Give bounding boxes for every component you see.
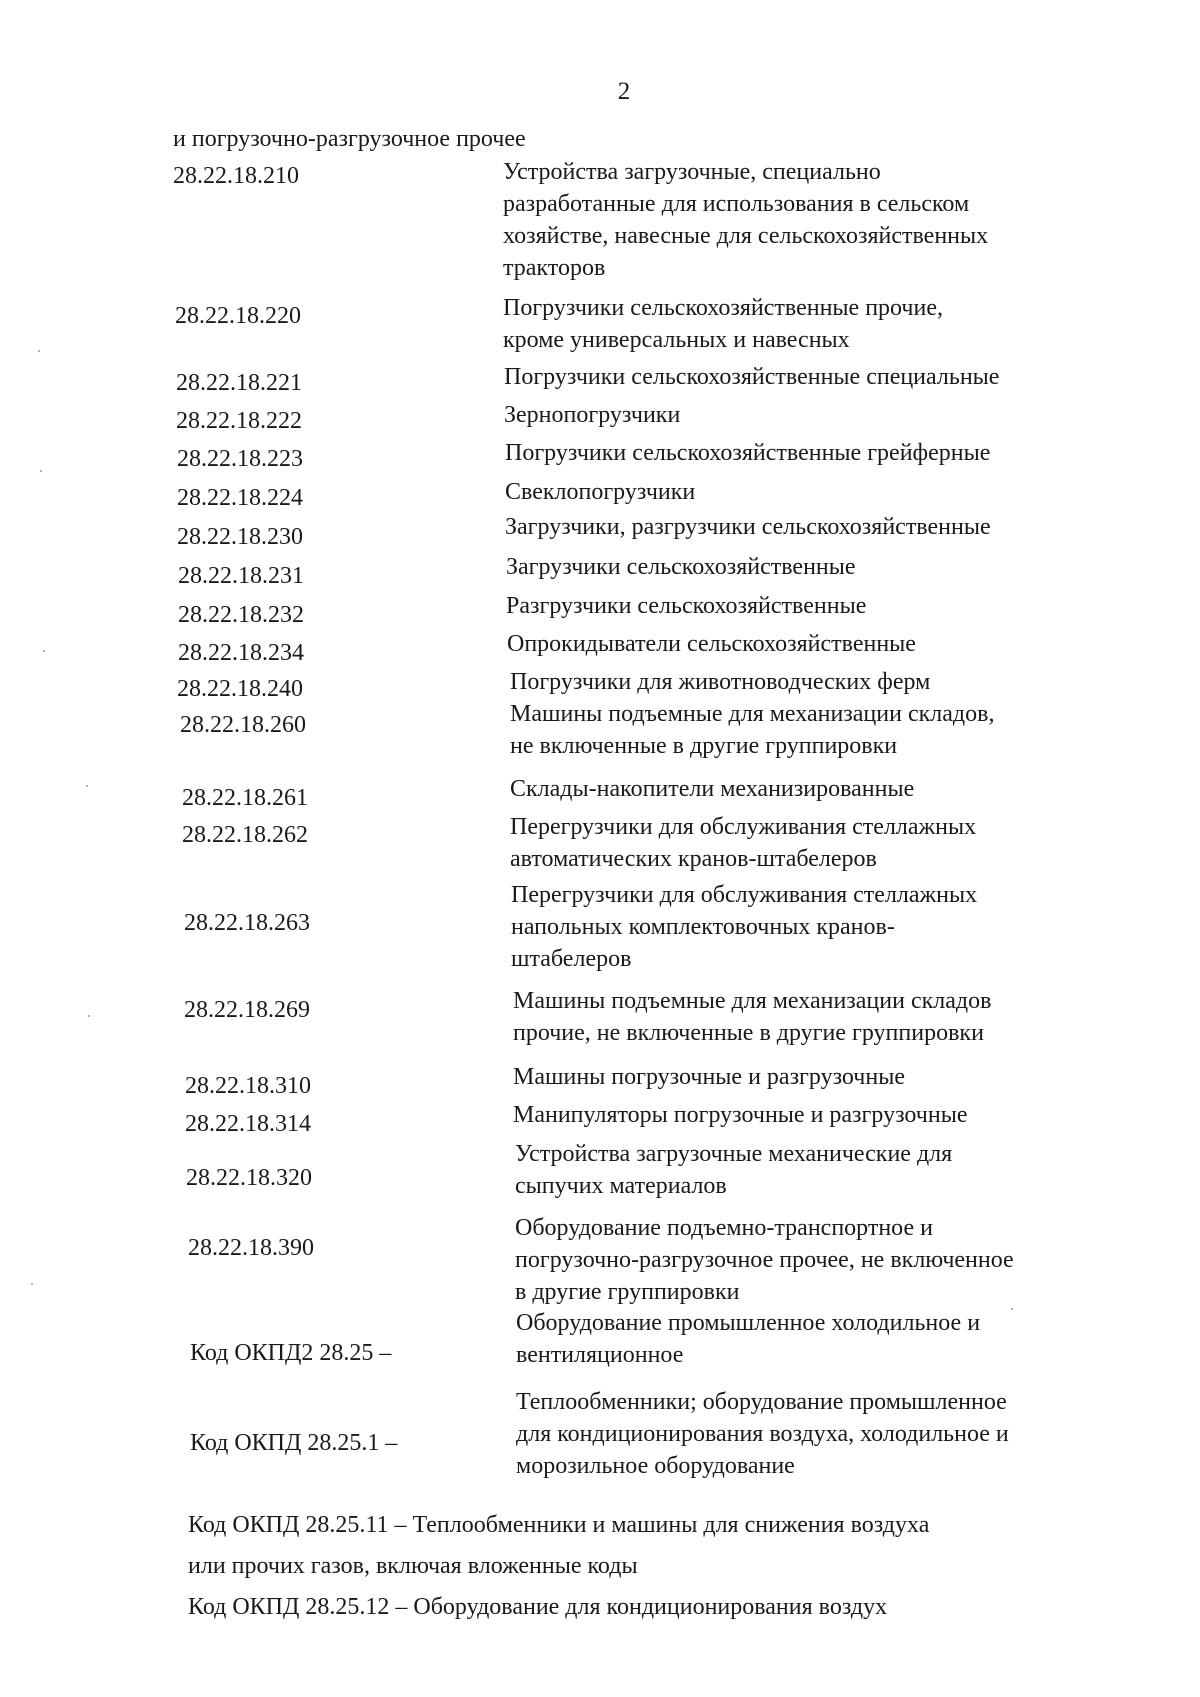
code-description	[507, 628, 1127, 660]
description-line: погрузочно-разгрузочное прочее, не включенное	[515, 1247, 1014, 1273]
okpd-code: 28.22.18.310	[185, 1073, 311, 1099]
code-description	[513, 1099, 1133, 1131]
okpd-code: 28.22.18.230	[177, 524, 303, 550]
scan-speck	[88, 1015, 90, 1017]
code-description	[504, 361, 1124, 393]
scan-speck	[86, 785, 88, 787]
scan-speck	[1011, 1308, 1013, 1310]
code-description	[516, 1307, 1136, 1371]
code-description	[515, 1212, 1135, 1308]
scan-speck	[31, 1283, 33, 1285]
description-line: Перегрузчики для обслуживания стеллажных	[511, 882, 978, 908]
description-line: Погрузчики сельскохозяйственные прочие,	[503, 295, 943, 321]
okpd-code: 28.22.18.240	[177, 676, 303, 702]
description-line: Манипуляторы погрузочные и разгрузочные	[513, 1102, 968, 1128]
description-line: Зернопогрузчики	[504, 402, 681, 428]
code-description	[504, 399, 1124, 431]
okpd-code: 28.22.18.314	[185, 1111, 311, 1137]
scan-speck	[40, 470, 42, 472]
description-line: в другие группировки	[515, 1279, 740, 1305]
description-line: Загрузчики сельскохозяйственные	[506, 554, 856, 580]
code-description	[506, 590, 1126, 622]
paragraph-line: или прочих газов, включая вложенные коды	[188, 1553, 638, 1579]
description-line: Перегрузчики для обслуживания стеллажных	[510, 814, 977, 840]
description-line: прочие, не включенные в другие группировки	[513, 1020, 984, 1046]
description-line: Оборудование подъемно-транспортное и	[515, 1215, 933, 1241]
code-description	[513, 1061, 1133, 1093]
description-line: разработанные для использования в сельском	[503, 191, 970, 217]
okpd-code: 28.22.18.261	[182, 785, 308, 811]
description-line: Устройства загрузочные механические для	[515, 1141, 953, 1167]
description-line: для кондиционирования воздуха, холодильное и	[516, 1421, 1009, 1447]
description-line: хозяйстве, навесные для сельскохозяйственных	[503, 223, 989, 249]
okpd-code: 28.22.18.220	[175, 303, 301, 329]
description-line: напольных комплектовочных кранов-	[511, 914, 895, 940]
page-number: 2	[617, 78, 631, 105]
description-line: Погрузчики сельскохозяйственные специальные	[504, 364, 1000, 390]
code-description	[503, 292, 1123, 356]
description-line: Загрузчики, разгрузчики сельскохозяйственные	[505, 514, 991, 540]
description-line: не включенные в другие группировки	[510, 733, 898, 759]
description-line: автоматических кранов-штабелеров	[510, 846, 877, 872]
description-line: Устройства загрузочные, специально	[503, 159, 881, 185]
okpd-code: 28.22.18.320	[186, 1165, 312, 1191]
description-line: Погрузчики сельскохозяйственные грейферные	[505, 440, 991, 466]
code-description	[505, 476, 1125, 508]
code-description	[505, 511, 1125, 543]
okpd-code: 28.22.18.269	[184, 997, 310, 1023]
description-line: морозильное оборудование	[516, 1453, 795, 1479]
okpd-code: 28.22.18.231	[178, 563, 304, 589]
code-description	[513, 985, 1133, 1049]
description-line: Машины подъемные для механизации складов	[513, 988, 992, 1014]
okpd-code: 28.22.18.390	[188, 1235, 314, 1261]
description-line: Оборудование промышленное холодильное и	[516, 1310, 981, 1336]
okpd-code: 28.22.18.232	[178, 602, 304, 628]
description-line: Машины подъемные для механизации складов,	[510, 701, 995, 727]
description-line: кроме универсальных и навесных	[503, 327, 850, 353]
description-line: вентиляционное	[516, 1342, 684, 1368]
description-line: Теплообменники; оборудование промышленное	[516, 1389, 1007, 1415]
code-description	[506, 551, 1126, 583]
code-description	[503, 156, 1123, 284]
code-description	[505, 437, 1125, 469]
description-line: Погрузчики для животноводческих ферм	[510, 669, 931, 695]
okpd-code: Код ОКПД 28.25.1 –	[190, 1430, 398, 1456]
description-line: Опрокидыватели сельскохозяйственные	[507, 631, 916, 657]
intro-line: и погрузочно-разгрузочное прочее	[173, 126, 526, 152]
code-description	[511, 879, 1131, 975]
description-line: тракторов	[503, 255, 606, 281]
description-line: Разгрузчики сельскохозяйственные	[506, 593, 867, 619]
code-description	[515, 1138, 1135, 1202]
description-line: Машины погрузочные и разгрузочные	[513, 1064, 905, 1090]
scan-speck	[43, 650, 45, 652]
code-description	[510, 773, 1130, 805]
okpd-code: 28.22.18.224	[177, 485, 303, 511]
description-line: штабелеров	[511, 946, 632, 972]
paragraph-line: Код ОКПД 28.25.12 – Оборудование для кондиционирования воздух	[188, 1594, 888, 1620]
code-description	[516, 1386, 1136, 1482]
okpd-code: Код ОКПД2 28.25 –	[190, 1340, 392, 1366]
description-line: Свеклопогрузчики	[505, 479, 696, 505]
okpd-code: 28.22.18.221	[176, 370, 302, 396]
scan-speck	[38, 350, 40, 352]
okpd-code: 28.22.18.263	[184, 910, 310, 936]
okpd-code: 28.22.18.223	[177, 446, 303, 472]
code-description	[510, 811, 1130, 875]
code-description	[510, 698, 1130, 762]
okpd-code: 28.22.18.222	[176, 408, 302, 434]
code-description	[510, 666, 1130, 698]
paragraph-line: Код ОКПД 28.25.11 – Теплообменники и машины для снижения воздуха	[188, 1512, 930, 1538]
okpd-code: 28.22.18.260	[180, 712, 306, 738]
okpd-code: 28.22.18.262	[182, 822, 308, 848]
description-line: сыпучих материалов	[515, 1173, 727, 1199]
description-line: Склады-накопители механизированные	[510, 776, 915, 802]
okpd-code: 28.22.18.210	[173, 163, 299, 189]
okpd-code: 28.22.18.234	[178, 640, 304, 666]
